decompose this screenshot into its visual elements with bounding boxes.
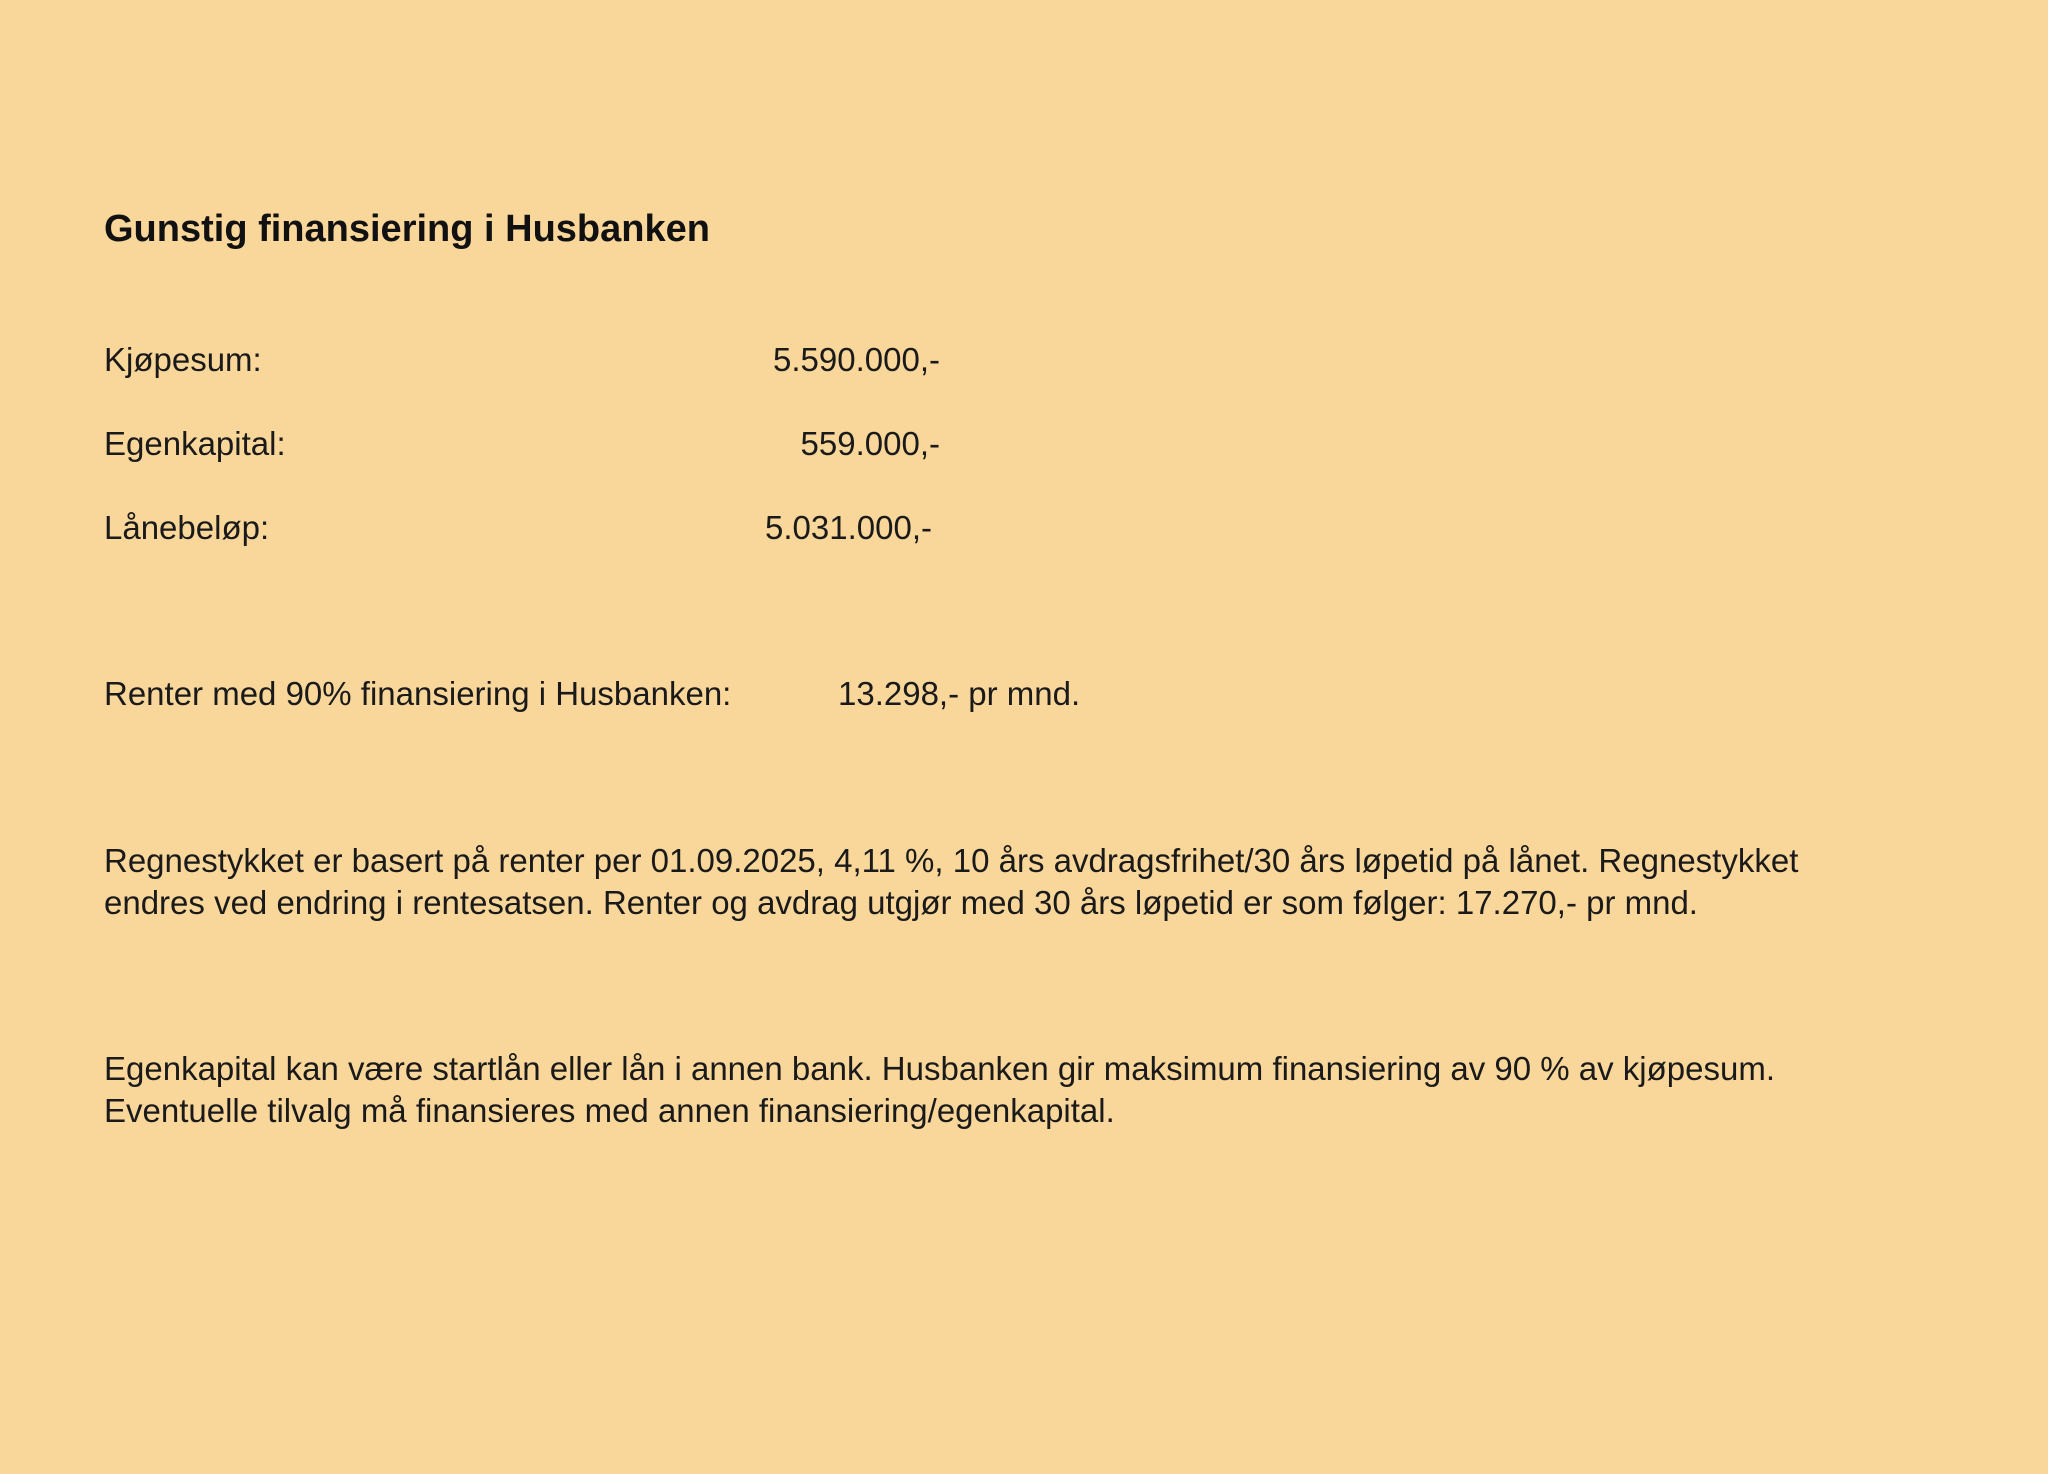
- paragraph-regnestykket-line-1: Regnestykket er basert på renter per 01.09.2025, 4,11 %, 10 års avdragsfrihet/30 års løpetid på lånet. Regnestykket: [104, 842, 1799, 879]
- paragraph-regnestykket: [104, 840, 1964, 924]
- row-egenkapital: [104, 422, 1104, 466]
- lanebelop-value: 5.031.000,-: [765, 509, 932, 546]
- paragraph-egenkapital: [104, 1048, 1964, 1132]
- kjopesum-value: 5.590.000,-: [773, 341, 940, 378]
- paragraph-egenkapital-line-2: Eventuelle tilvalg må finansieres med annen finansiering/egenkapital.: [104, 1092, 1115, 1129]
- row-renter: [104, 672, 1104, 716]
- renter-label: Renter med 90% finansiering i Husbanken:: [104, 675, 732, 712]
- egenkapital-value: 559.000,-: [800, 425, 940, 462]
- paragraph-regnestykket-line-2: endres ved endring i rentesatsen. Renter og avdrag utgjør med 30 års løpetid er som følger: 17.270,- pr mnd.: [104, 884, 1698, 921]
- renter-value: 13.298,- pr mnd.: [838, 675, 1081, 712]
- lanebelop-label: Lånebeløp:: [104, 509, 270, 546]
- egenkapital-label: Egenkapital:: [104, 425, 286, 462]
- row-kjopesum: [104, 338, 1104, 382]
- kjopesum-label: Kjøpesum:: [104, 341, 262, 378]
- paragraph-egenkapital-line-1: Egenkapital kan være startlån eller lån i annen bank. Husbanken gir maksimum finansiering av 90 % av kjøpesum.: [104, 1050, 1776, 1087]
- page-title: Gunstig finansiering i Husbanken: [104, 208, 710, 250]
- row-lanebelop: [104, 506, 1104, 550]
